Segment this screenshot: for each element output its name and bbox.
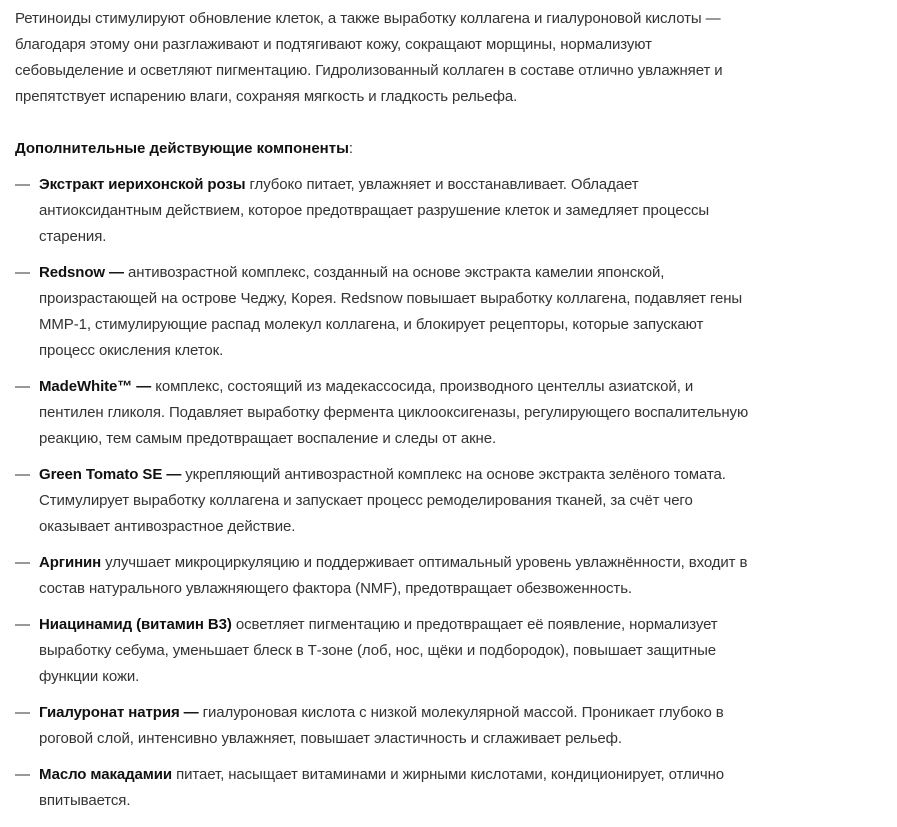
component-description: улучшает микроциркуляцию и поддерживает оптимальный уровень увлажнённости, входит в состав натурального увлажняющего фактора (NMF), предотвращает обезвоженность. bbox=[39, 554, 748, 597]
dash-marker: — bbox=[15, 176, 30, 193]
component-name: Гиалуронат натрия — bbox=[39, 704, 199, 721]
list-item bbox=[15, 374, 760, 452]
list-item bbox=[15, 550, 760, 602]
component-name: Экстракт иерихонской розы bbox=[39, 176, 246, 193]
dash-marker: — bbox=[15, 264, 30, 281]
component-description: комплекс, состоящий из мадекассосида, производного центеллы азиатской, и пентилен гликоля. Подавляет выработку фермента циклооксигеназы, регулирующего воспалительную реакцию, тем самым предотвращает воспаление и следы от акне. bbox=[39, 378, 749, 447]
component-description: укрепляющий антивозрастной комплекс на основе экстракта зелёного томата. Стимулирует выработку коллагена и запускает процесс ремоделирования тканей, за счёт чего оказывает антивозрастное действие. bbox=[39, 466, 726, 535]
dash-marker: — bbox=[15, 378, 30, 395]
component-description: глубоко питает, увлажняет и восстанавливает. Обладает антиоксидантным действием, которое предотвращает разрушение клеток и замедляет процессы старения. bbox=[39, 176, 710, 245]
list-item bbox=[15, 762, 760, 814]
component-name: Масло макадамии bbox=[39, 766, 173, 783]
component-name: Redsnow — bbox=[39, 264, 124, 281]
components-heading bbox=[15, 136, 760, 162]
component-description: осветляет пигментацию и предотвращает её появление, нормализует выработку себума, уменьшает блеск в Т-зоне (лоб, нос, щёки и подбородок), повышает защитные функции кожи. bbox=[39, 616, 718, 685]
components-list bbox=[15, 172, 760, 814]
components-heading-title: Дополнительные действующие компоненты bbox=[15, 140, 349, 157]
list-item bbox=[15, 612, 760, 690]
list-item bbox=[15, 462, 760, 540]
dash-marker: — bbox=[15, 766, 30, 783]
component-description: питает, насыщает витаминами и жирными кислотами, кондиционирует, отлично впитывается. bbox=[39, 766, 725, 809]
components-heading-suffix: : bbox=[348, 140, 354, 157]
list-item bbox=[15, 700, 760, 752]
component-name: Green Tomato SE — bbox=[39, 466, 182, 483]
intro-paragraph: Ретиноиды стимулируют обновление клеток, а также выработку коллагена и гиалуроновой кислоты — благодаря этому они разглаживают и подтягивают кожу, сокращают морщины, нормализуют себовыделение и осветляют пигментацию. Гидролизованный коллаген в составе отлично увлажняет и препятствует испарению влаги, сохраняя мягкость и гладкость рельефа. bbox=[15, 10, 723, 105]
dash-marker: — bbox=[15, 466, 30, 483]
list-item bbox=[15, 172, 760, 250]
list-item bbox=[15, 260, 760, 364]
component-description: антивозрастной комплекс, созданный на основе экстракта камелии японской, произрастающей на острове Чеджу, Корея. Redsnow повышает выработку коллагена, подавляет гены MMP-1, стимулирующие распад молекул коллагена, и блокирует рецепторы, которые запускают процесс окисления клеток. bbox=[39, 264, 743, 359]
dash-marker: — bbox=[15, 704, 30, 721]
component-name: Ниацинамид (витамин B3) bbox=[39, 616, 232, 633]
dash-marker: — bbox=[15, 616, 30, 633]
component-name: Аргинин bbox=[39, 554, 102, 571]
component-name: MadeWhite™ — bbox=[39, 378, 152, 395]
component-description: гиалуроновая кислота с низкой молекулярной массой. Проникает глубоко в роговой слой, интенсивно увлажняет, повышает эластичность и сглаживает рельеф. bbox=[39, 704, 724, 747]
dash-marker: — bbox=[15, 554, 30, 571]
